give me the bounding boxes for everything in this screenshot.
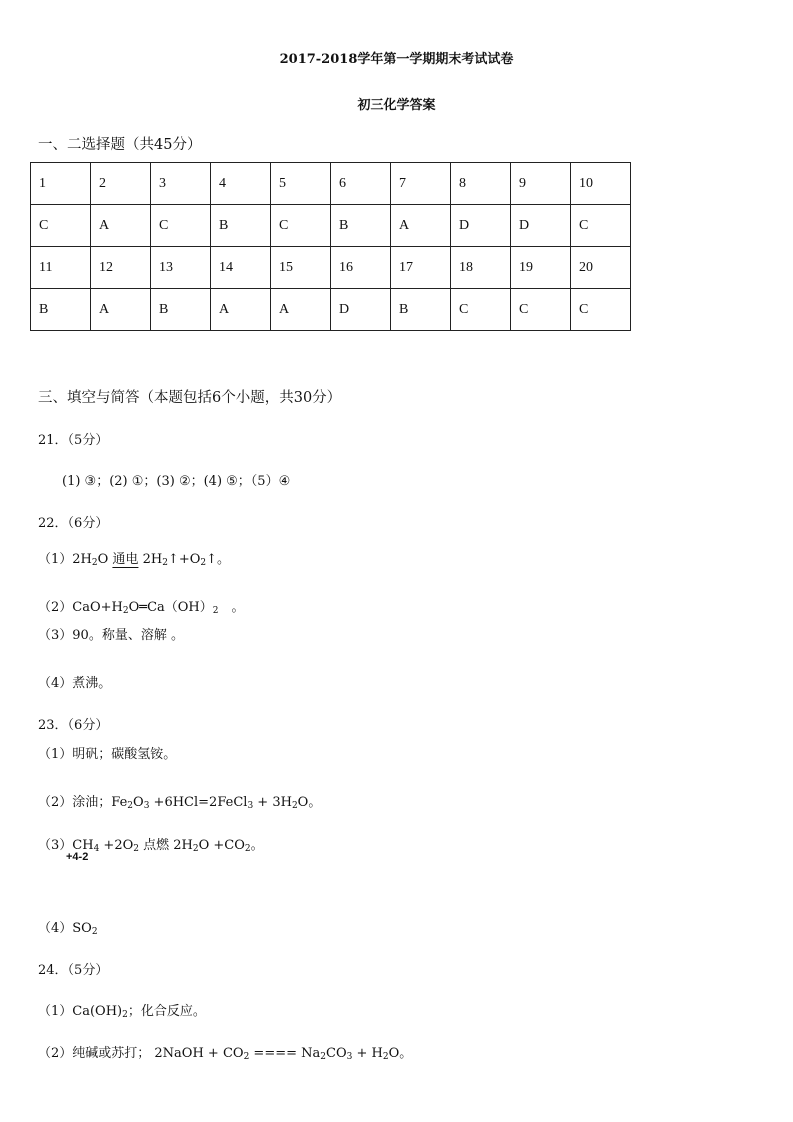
table-cell: 10: [571, 163, 631, 205]
table-cell: 11: [31, 247, 91, 289]
table-cell: 12: [91, 247, 151, 289]
oxidation-states: +4-2: [66, 851, 89, 863]
section-3-heading: 三、填空与简答（本题包括6个小题，共30分）: [38, 390, 342, 406]
table-row: [31, 163, 631, 205]
table-cell: 3: [151, 163, 211, 205]
table-cell: 20: [571, 247, 631, 289]
table-cell: A: [91, 289, 151, 331]
q24-label: 24．（5分）: [38, 963, 109, 978]
answer-subtitle: 初三化学答案: [357, 98, 436, 113]
q22-part3: （3）90。称量、溶解 。: [38, 628, 184, 643]
table-cell: 14: [211, 247, 271, 289]
table-cell: 9: [511, 163, 571, 205]
reaction-condition: 通电: [112, 552, 139, 567]
table-cell: A: [211, 289, 271, 331]
table-cell: C: [511, 289, 571, 331]
table-cell: D: [331, 289, 391, 331]
table-cell: B: [391, 289, 451, 331]
table-cell: 17: [391, 247, 451, 289]
q24-part2: （2）纯碱或苏打； 2NaOH + $CO_2$ ==== $Na_2CO_3 + H_2O$。: [38, 1046, 413, 1062]
q23-part1: （1）明矾；碳酸氢铵。: [38, 747, 177, 762]
q24-part1: $(1)Ca(OH)_2$；化合反应。: [38, 1004, 206, 1020]
q21-answer: (1) ③；(2) ①；(3) ②；(4) ⑤；（5）④: [62, 474, 291, 489]
table-cell: 5: [271, 163, 331, 205]
table-cell: C: [571, 205, 631, 247]
table-row: [31, 247, 631, 289]
q22-part4: （4）煮沸。: [38, 676, 112, 691]
table-cell: 6: [331, 163, 391, 205]
table-cell: C: [31, 205, 91, 247]
answer-table: [30, 162, 631, 331]
exam-title: 2017-2018学年第一学期期末考试试卷: [279, 52, 514, 67]
table-cell: C: [571, 289, 631, 331]
table-cell: 2: [91, 163, 151, 205]
table-cell: 8: [451, 163, 511, 205]
table-cell: B: [151, 289, 211, 331]
table-cell: A: [91, 205, 151, 247]
q22-part2: $(2)CaO+H_2O═Ca(OH)_2$ 。: [38, 600, 245, 616]
table-cell: C: [271, 205, 331, 247]
table-cell: 4: [211, 163, 271, 205]
table-cell: C: [151, 205, 211, 247]
q21-label: 21．（5分）: [38, 433, 109, 448]
table-cell: D: [451, 205, 511, 247]
q23-part4: $(4)SO_2$: [38, 921, 98, 937]
q23-part2: （2）涂油；$Fe_2O_3$ +6HCl=2FeCl$_3$ + $3H_2O$。: [38, 795, 322, 811]
section-1-heading: 一、二选择题（共45分）: [38, 137, 202, 153]
table-cell: A: [271, 289, 331, 331]
table-cell: D: [511, 205, 571, 247]
table-cell: 7: [391, 163, 451, 205]
table-row: [31, 289, 631, 331]
table-cell: C: [451, 289, 511, 331]
table-cell: B: [211, 205, 271, 247]
q23-label: 23．（6分）: [38, 718, 109, 733]
table-cell: 15: [271, 247, 331, 289]
table-cell: 16: [331, 247, 391, 289]
table-cell: B: [331, 205, 391, 247]
q22-part1: $(1)2H_2O$ 通电 $2H_2↑+O_2↑$。: [38, 552, 231, 568]
table-cell: 1: [31, 163, 91, 205]
table-cell: B: [31, 289, 91, 331]
table-cell: A: [391, 205, 451, 247]
table-cell: 18: [451, 247, 511, 289]
q23-part3: $(3)CH_4 +2O_2$ 点燃 $2H_2O +CO_2$。: [38, 838, 264, 854]
table-cell: 19: [511, 247, 571, 289]
table-cell: 13: [151, 247, 211, 289]
q22-label: 22．（6分）: [38, 516, 109, 531]
table-row: [31, 205, 631, 247]
